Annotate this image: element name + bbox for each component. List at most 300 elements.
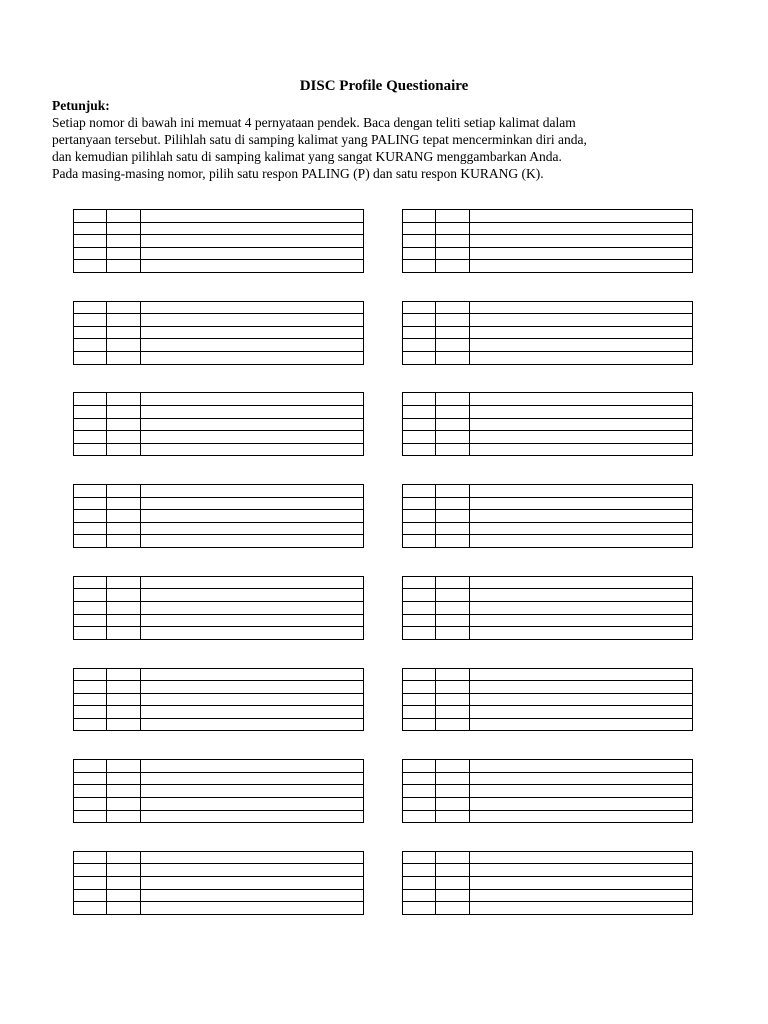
statement-cell [141,877,364,890]
statement-cell [141,760,364,773]
table-row [403,393,693,406]
statement-cell [470,668,693,681]
statement-cell [470,864,693,877]
k-cell [107,352,141,365]
table-row [74,339,364,352]
statement-cell [141,260,364,273]
k-cell [436,222,470,235]
table-row [403,889,693,902]
k-cell [107,522,141,535]
table-row [403,326,693,339]
answer-table-8 [402,484,693,548]
statement-cell [141,589,364,602]
table-row [74,797,364,810]
p-cell [403,497,436,510]
k-cell [107,339,141,352]
answer-table-10 [402,576,693,640]
k-cell [436,706,470,719]
k-cell [436,693,470,706]
statement-cell [470,485,693,498]
statement-cell [470,301,693,314]
statement-cell [470,601,693,614]
question-pair-5 [73,576,693,642]
table-row [74,497,364,510]
p-cell [403,443,436,456]
table-row [74,718,364,731]
k-cell [107,760,141,773]
k-cell [436,443,470,456]
p-cell [403,339,436,352]
k-cell [107,668,141,681]
statement-cell [141,706,364,719]
p-cell [74,627,107,640]
p-cell [74,576,107,589]
statement-cell [141,510,364,523]
k-cell [107,601,141,614]
table-row [403,418,693,431]
p-cell [403,614,436,627]
table-row [74,785,364,798]
p-cell [403,393,436,406]
statement-cell [470,877,693,890]
statement-cell [470,851,693,864]
table-row [74,902,364,915]
table-row [403,760,693,773]
k-cell [436,851,470,864]
k-cell [107,797,141,810]
p-cell [74,326,107,339]
p-cell [74,485,107,498]
answer-table-14 [402,759,693,823]
p-cell [74,510,107,523]
statement-cell [141,681,364,694]
table-row [74,443,364,456]
p-cell [74,718,107,731]
statement-cell [470,889,693,902]
statement-cell [141,210,364,223]
p-cell [403,785,436,798]
statement-cell [470,627,693,640]
p-cell [74,247,107,260]
table-row [403,681,693,694]
k-cell [107,877,141,890]
p-cell [74,418,107,431]
k-cell [107,864,141,877]
k-cell [436,247,470,260]
k-cell [107,497,141,510]
statement-cell [470,576,693,589]
statement-cell [470,535,693,548]
question-pair-6 [73,668,693,734]
p-cell [74,393,107,406]
table-row [403,614,693,627]
statement-cell [141,352,364,365]
p-cell [74,235,107,248]
p-cell [74,851,107,864]
k-cell [107,718,141,731]
p-cell [403,247,436,260]
table-row [403,352,693,365]
k-cell [107,260,141,273]
question-pair-8 [73,851,693,917]
instructions-heading: Petunjuk: [52,98,110,113]
p-cell [74,301,107,314]
instructions-line-4: Pada masing-masing nomor, pilih satu respon PALING (P) dan satu respon KURANG (K). [52,166,544,181]
p-cell [74,785,107,798]
p-cell [74,706,107,719]
statement-cell [141,247,364,260]
k-cell [436,772,470,785]
statement-cell [470,902,693,915]
table-row [403,222,693,235]
answer-table-7 [73,484,364,548]
table-row [403,877,693,890]
p-cell [74,681,107,694]
statement-cell [470,681,693,694]
k-cell [107,614,141,627]
table-row [74,706,364,719]
statement-cell [141,235,364,248]
table-row [74,314,364,327]
p-cell [74,314,107,327]
p-cell [403,718,436,731]
table-row [403,693,693,706]
statement-cell [141,301,364,314]
answer-table-16 [402,851,693,915]
k-cell [107,851,141,864]
table-row [74,877,364,890]
statement-cell [470,418,693,431]
instructions-line-3: dan kemudian pilihlah satu di samping kalimat yang sangat KURANG menggambarkan Anda. [52,149,562,164]
table-row [74,889,364,902]
answer-table-5 [73,392,364,456]
statement-cell [470,785,693,798]
table-row [403,864,693,877]
table-row [403,210,693,223]
k-cell [107,706,141,719]
k-cell [436,889,470,902]
statement-cell [141,522,364,535]
question-pair-2 [73,301,693,367]
statement-cell [141,772,364,785]
k-cell [436,681,470,694]
k-cell [436,418,470,431]
p-cell [74,222,107,235]
table-row [74,772,364,785]
table-row [74,693,364,706]
k-cell [436,589,470,602]
table-row [74,535,364,548]
p-cell [403,681,436,694]
p-cell [74,760,107,773]
p-cell [74,668,107,681]
p-cell [74,797,107,810]
p-cell [403,627,436,640]
k-cell [107,247,141,260]
statement-cell [141,326,364,339]
table-row [74,222,364,235]
table-row [403,902,693,915]
statement-cell [470,326,693,339]
statement-cell [470,693,693,706]
table-row [74,326,364,339]
p-cell [74,339,107,352]
p-cell [403,510,436,523]
p-cell [403,668,436,681]
k-cell [107,301,141,314]
k-cell [107,326,141,339]
k-cell [107,405,141,418]
table-row [74,576,364,589]
table-row [74,510,364,523]
k-cell [436,614,470,627]
statement-cell [470,431,693,444]
k-cell [436,785,470,798]
table-row [74,601,364,614]
statement-cell [141,851,364,864]
statement-cell [470,718,693,731]
table-row [403,314,693,327]
k-cell [436,314,470,327]
statement-cell [141,497,364,510]
p-cell [74,443,107,456]
statement-cell [470,222,693,235]
answer-table-2 [402,209,693,273]
p-cell [403,485,436,498]
p-cell [74,902,107,915]
k-cell [436,485,470,498]
statement-cell [470,589,693,602]
table-row [403,627,693,640]
p-cell [403,210,436,223]
table-row [74,235,364,248]
k-cell [436,627,470,640]
table-row [403,851,693,864]
k-cell [107,510,141,523]
table-row [74,210,364,223]
answer-table-1 [73,209,364,273]
k-cell [436,510,470,523]
statement-cell [470,443,693,456]
k-cell [107,693,141,706]
p-cell [403,889,436,902]
statement-cell [141,864,364,877]
table-row [74,681,364,694]
table-row [74,418,364,431]
table-row [403,235,693,248]
p-cell [74,693,107,706]
k-cell [436,535,470,548]
statement-cell [141,431,364,444]
k-cell [436,497,470,510]
statement-cell [141,718,364,731]
table-row [403,405,693,418]
table-row [74,864,364,877]
statement-cell [141,418,364,431]
p-cell [403,877,436,890]
statement-cell [470,235,693,248]
table-row [403,535,693,548]
statement-cell [141,601,364,614]
k-cell [436,393,470,406]
k-cell [107,235,141,248]
k-cell [436,260,470,273]
table-row [74,247,364,260]
table-row [403,247,693,260]
statement-cell [470,339,693,352]
p-cell [403,706,436,719]
k-cell [107,393,141,406]
k-cell [107,681,141,694]
answer-table-15 [73,851,364,915]
statement-cell [141,668,364,681]
statement-cell [470,210,693,223]
answer-table-11 [73,668,364,732]
k-cell [107,535,141,548]
p-cell [403,352,436,365]
answer-table-6 [402,392,693,456]
answer-table-13 [73,759,364,823]
table-row [403,260,693,273]
k-cell [107,210,141,223]
k-cell [107,485,141,498]
k-cell [107,627,141,640]
question-pair-4 [73,484,693,550]
table-row [74,589,364,602]
statement-cell [470,797,693,810]
p-cell [74,889,107,902]
answer-table-12 [402,668,693,732]
k-cell [107,889,141,902]
k-cell [436,339,470,352]
table-row [403,772,693,785]
p-cell [74,864,107,877]
table-row [403,706,693,719]
statement-cell [141,627,364,640]
p-cell [74,877,107,890]
k-cell [436,718,470,731]
table-row [74,393,364,406]
k-cell [436,601,470,614]
instructions-line-2: pertanyaan tersebut. Pilihlah satu di samping kalimat yang PALING tepat mencerminkan diri anda, [52,132,587,147]
statement-cell [141,693,364,706]
page-title: DISC Profile Questionaire [299,78,469,94]
table-row [74,851,364,864]
k-cell [436,522,470,535]
statement-cell [141,393,364,406]
statement-cell [470,260,693,273]
statement-cell [470,810,693,823]
statement-cell [470,614,693,627]
statement-cell [470,393,693,406]
statement-cell [141,614,364,627]
instructions-block [52,97,732,182]
p-cell [403,535,436,548]
p-cell [403,864,436,877]
table-row [74,405,364,418]
k-cell [436,431,470,444]
statement-cell [141,535,364,548]
k-cell [107,418,141,431]
p-cell [403,902,436,915]
statement-cell [470,405,693,418]
p-cell [403,260,436,273]
p-cell [403,431,436,444]
k-cell [436,668,470,681]
table-row [403,601,693,614]
table-row [403,522,693,535]
p-cell [403,810,436,823]
statement-cell [470,706,693,719]
p-cell [403,772,436,785]
k-cell [436,576,470,589]
p-cell [74,810,107,823]
k-cell [436,797,470,810]
p-cell [74,535,107,548]
p-cell [74,601,107,614]
p-cell [403,760,436,773]
k-cell [436,235,470,248]
question-pair-7 [73,759,693,825]
statement-cell [141,485,364,498]
table-row [74,522,364,535]
statement-cell [141,785,364,798]
table-row [74,760,364,773]
table-row [74,627,364,640]
table-row [403,443,693,456]
statement-cell [470,510,693,523]
k-cell [107,222,141,235]
question-pair-3 [73,392,693,458]
k-cell [107,902,141,915]
statement-cell [470,772,693,785]
k-cell [107,785,141,798]
table-row [74,485,364,498]
table-row [403,589,693,602]
p-cell [74,522,107,535]
p-cell [403,222,436,235]
k-cell [107,772,141,785]
p-cell [403,418,436,431]
p-cell [403,301,436,314]
instructions-line-1: Setiap nomor di bawah ini memuat 4 pernyataan pendek. Baca dengan teliti setiap kalimat dalam [52,115,576,130]
statement-cell [470,314,693,327]
statement-cell [470,352,693,365]
statement-cell [141,889,364,902]
p-cell [403,576,436,589]
table-row [74,668,364,681]
k-cell [436,301,470,314]
statement-cell [141,576,364,589]
table-row [403,785,693,798]
statement-cell [470,497,693,510]
table-row [74,352,364,365]
p-cell [74,352,107,365]
p-cell [403,235,436,248]
k-cell [436,864,470,877]
k-cell [436,760,470,773]
table-row [403,497,693,510]
table-row [74,431,364,444]
k-cell [436,326,470,339]
k-cell [107,576,141,589]
answer-table-9 [73,576,364,640]
p-cell [74,260,107,273]
table-row [74,260,364,273]
table-row [403,668,693,681]
k-cell [107,589,141,602]
table-row [74,614,364,627]
